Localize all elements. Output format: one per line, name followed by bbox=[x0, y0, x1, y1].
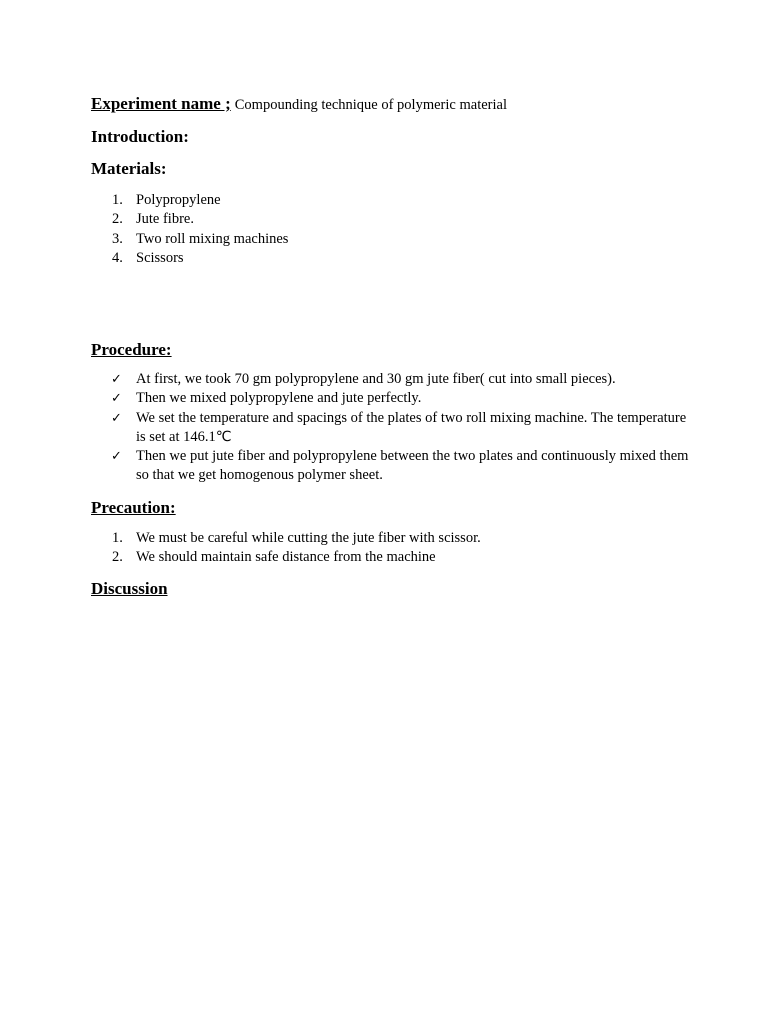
check-icon: ✓ bbox=[111, 449, 122, 465]
experiment-name-value: Compounding technique of polymeric material bbox=[234, 97, 507, 113]
list-item-text: Polypropylene bbox=[136, 192, 221, 208]
list-number: 2. bbox=[112, 211, 123, 228]
check-icon: ✓ bbox=[111, 410, 122, 426]
list-item-text: We must be careful while cutting the jute fiber with scissor. bbox=[136, 530, 481, 546]
list-item-text: At first, we took 70 gm polypropylene and 30 gm jute fiber( cut into small pieces). bbox=[136, 371, 616, 387]
list-item-text: We should maintain safe distance from the machine bbox=[136, 549, 436, 566]
precaution-list bbox=[91, 529, 691, 568]
list-item-text: We set the temperature and spacings of the plates of two roll mixing machine. The temperature is set at 146.1 bbox=[136, 409, 687, 445]
materials-list bbox=[91, 191, 691, 268]
list-item-text: Two roll mixing machines bbox=[136, 230, 289, 247]
temperature-unit: ℃ bbox=[215, 428, 232, 445]
experiment-name-label: Experiment name ; bbox=[91, 94, 231, 113]
list-number: 2. bbox=[112, 549, 123, 566]
list-item bbox=[91, 370, 691, 389]
experiment-title bbox=[91, 92, 507, 117]
list-item-text: Scissors bbox=[136, 249, 184, 266]
list-number: 1. bbox=[112, 530, 123, 546]
list-item bbox=[91, 191, 691, 210]
list-item bbox=[91, 548, 691, 567]
list-item-text: Jute fibre. bbox=[136, 211, 194, 228]
procedure-list bbox=[91, 370, 691, 486]
check-icon: ✓ bbox=[111, 391, 122, 407]
list-number: 1. bbox=[112, 192, 123, 208]
list-item-text: Then we put jute fiber and polypropylene between the two plates and continuously mixed them so that we get homogenous polymer sheet. bbox=[136, 448, 689, 484]
list-item bbox=[91, 389, 691, 408]
check-icon: ✓ bbox=[111, 372, 122, 387]
list-item-text: Then we mixed polypropylene and jute perfectly. bbox=[136, 390, 422, 407]
precaution-heading: Precaution: bbox=[91, 498, 176, 517]
list-item bbox=[91, 210, 691, 229]
list-item bbox=[91, 230, 691, 249]
list-number: 4. bbox=[112, 249, 123, 266]
list-number: 3. bbox=[112, 230, 123, 247]
introduction-heading: Introduction: bbox=[91, 127, 189, 146]
list-item bbox=[91, 409, 691, 448]
materials-heading: Materials: bbox=[91, 159, 167, 178]
discussion-heading: Discussion bbox=[91, 579, 168, 598]
list-item bbox=[91, 447, 691, 486]
list-item bbox=[91, 529, 691, 548]
procedure-heading: Procedure: bbox=[91, 340, 172, 359]
list-item bbox=[91, 249, 691, 268]
